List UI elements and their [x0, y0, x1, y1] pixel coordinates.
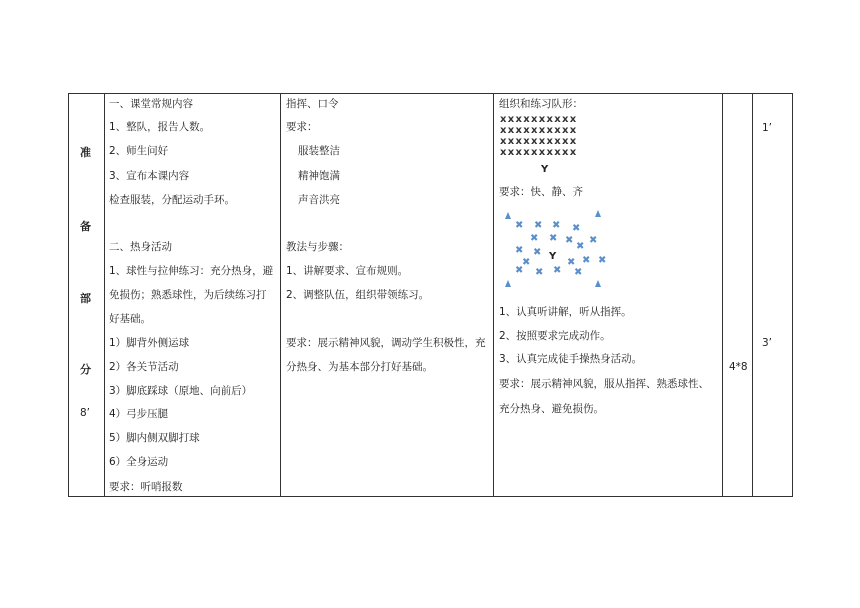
organization-line: 1、认真听讲解，听从指挥。	[499, 306, 632, 318]
content-line: 2、师生问好	[109, 145, 169, 157]
formation-row: xxxxxxxxxx	[500, 125, 578, 136]
time-1: 1’	[762, 122, 773, 134]
content-line: 二、热身活动	[109, 241, 172, 253]
time-2: 3’	[762, 337, 773, 349]
section-char-1: 准	[80, 146, 91, 159]
player-marker: ✖	[534, 220, 543, 231]
teacher-line: 指挥、口令	[286, 98, 339, 110]
section-char-3: 部	[80, 292, 91, 305]
player-marker: ✖	[549, 233, 558, 244]
player-marker: ✖	[535, 267, 544, 278]
section-char-4: 分	[80, 363, 91, 376]
content-line: 要求：听哨报数	[109, 481, 183, 493]
content-line: 1、球性与拉伸练习：充分热身，避	[109, 265, 274, 277]
player-marker: ✖	[589, 235, 598, 246]
formation-row: xxxxxxxxxx	[500, 147, 578, 158]
content-line: 6）全身运动	[109, 456, 169, 468]
teacher-line: 2、调整队伍，组织带领练习。	[286, 289, 430, 301]
player-marker: ✖	[552, 220, 561, 231]
teacher-line: 要求：展示精神风貌，调动学生积极性，充	[286, 337, 486, 349]
content-line: 一、课堂常规内容	[109, 98, 193, 110]
player-marker: ✖	[582, 255, 591, 266]
player-marker: ✖	[553, 265, 562, 276]
cone-marker	[505, 212, 511, 219]
content-line: 3、宣布本课内容	[109, 170, 190, 182]
content-line: 4）弓步压腿	[109, 408, 169, 420]
organization-line: 要求：展示精神风貌，服从指挥、熟悉球性、	[499, 378, 709, 390]
player-marker: ✖	[576, 241, 585, 252]
organization-line: 3、认真完成徒手操热身活动。	[499, 353, 643, 365]
warmup-teacher-mark: Y	[549, 251, 557, 262]
player-marker: ✖	[572, 223, 581, 234]
player-marker: ✖	[515, 265, 524, 276]
content-line: 好基础。	[109, 313, 151, 325]
formation-row: xxxxxxxxxx	[500, 136, 578, 147]
teacher-line: 要求：	[286, 121, 318, 133]
content-line: 1、整队，报告人数。	[109, 121, 211, 133]
content-line: 免损伤；熟悉球性，为后续练习打	[109, 289, 267, 301]
player-marker: ✖	[530, 233, 539, 244]
content-line: 3）脚底踩球（原地、向前后）	[109, 385, 253, 397]
organization-line: 充分热身、避免损伤。	[499, 403, 604, 415]
content-line: 检查服装，分配运动手环。	[109, 194, 235, 206]
player-marker: ✖	[567, 257, 576, 268]
player-marker: ✖	[598, 255, 607, 266]
organization-line: 2、按照要求完成动作。	[499, 330, 611, 342]
teacher-line: 教法与步骤：	[286, 241, 349, 253]
formation-row: xxxxxxxxxx	[500, 114, 578, 125]
player-marker: ✖	[515, 245, 524, 256]
formation-requirement: 要求：快、静、齐	[499, 186, 583, 198]
section-time: 8’	[80, 407, 91, 419]
content-line: 1）脚背外侧运球	[109, 337, 190, 349]
teacher-mark: Y	[541, 164, 549, 175]
exercise-load: 4*8	[729, 361, 748, 373]
player-marker: ✖	[515, 220, 524, 231]
player-marker: ✖	[522, 257, 531, 268]
cone-marker	[595, 280, 601, 287]
section-char-2: 备	[80, 220, 91, 233]
cone-marker	[505, 280, 511, 287]
player-marker: ✖	[533, 247, 542, 258]
teacher-line: 分热身、为基本部分打好基础。	[286, 361, 433, 373]
content-line: 2）各关节活动	[109, 361, 179, 373]
cone-marker	[595, 210, 601, 217]
teacher-line: 1、讲解要求、宣布规则。	[286, 265, 409, 277]
teacher-line: 声音洪亮	[298, 194, 340, 206]
content-line: 5）脚内侧双脚打球	[109, 432, 200, 444]
teacher-line: 精神饱满	[298, 170, 340, 182]
player-marker: ✖	[574, 267, 583, 278]
player-marker: ✖	[565, 235, 574, 246]
teacher-line: 服装整洁	[298, 145, 340, 157]
formation-title: 组织和练习队形：	[499, 98, 583, 110]
